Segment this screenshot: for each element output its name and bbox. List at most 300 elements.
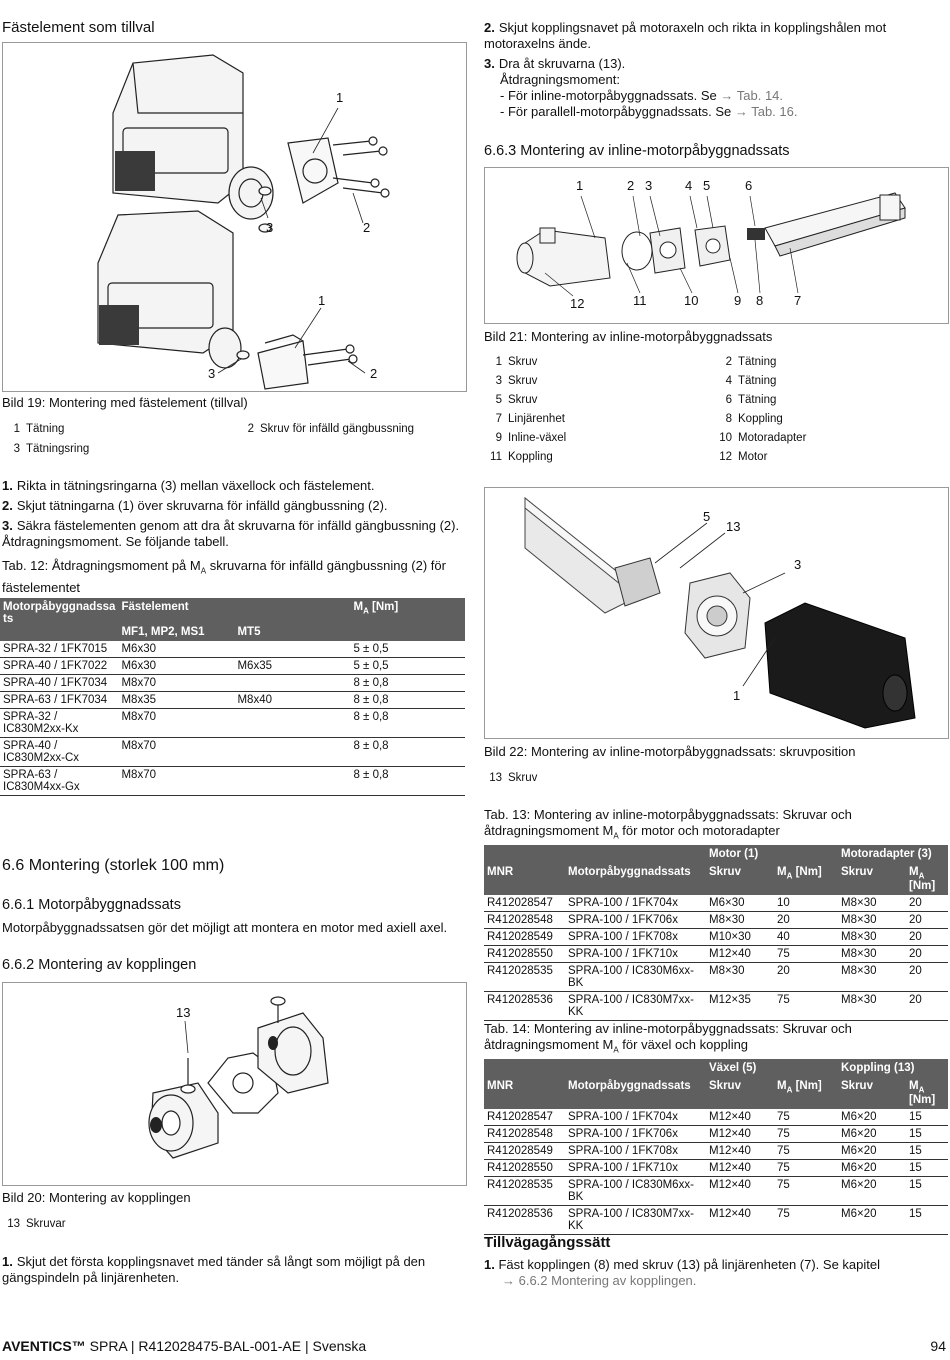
step-number: 1. — [2, 478, 13, 493]
table-cell: R412028547 — [484, 1109, 565, 1126]
table-cell: 8 ± 0,8 — [350, 692, 465, 709]
legend-row — [484, 432, 946, 451]
callout: 10 — [684, 293, 699, 308]
legend-num: 6 — [725, 394, 732, 406]
figure-19-drawing — [3, 43, 466, 391]
section-6-6-2-link[interactable]: → 6.6.2 Montering av kopplingen. — [502, 1273, 697, 1288]
table-cell: SPRA-100 / IC830M7xx-KK — [565, 992, 706, 1021]
table-header-cell — [484, 1059, 706, 1077]
section-heading-6-6-2: 6.6.2 Montering av kopplingen — [2, 957, 197, 973]
legend-text: Skruv — [508, 394, 538, 406]
table-cell: M8×30 — [838, 992, 906, 1021]
step-text: - För parallell-motorpåbyggnadssats. Se — [500, 104, 735, 119]
table-cell: 20 — [906, 912, 948, 929]
table-row — [0, 767, 465, 796]
legend-row — [484, 413, 946, 432]
header-text: M — [353, 601, 364, 613]
table-cell — [234, 709, 350, 738]
table-cell — [234, 767, 350, 796]
step-item — [2, 498, 462, 514]
step-text: Säkra fästelementen genom att dra åt skruvarna för infälld gängbussning (2). Åtdragningsmoment. Se följande tabell. — [2, 518, 460, 549]
header-text: M — [777, 866, 787, 878]
step-item — [2, 518, 462, 550]
table-cell: SPRA-100 / 1FK704x — [565, 1109, 706, 1126]
step-item — [484, 56, 946, 120]
legend-text: Skruv för infälld gängbussning — [260, 423, 415, 435]
tab-16-link[interactable]: → Tab. 16. — [734, 104, 798, 119]
step-number: 2. — [2, 498, 13, 513]
table-row — [484, 946, 948, 963]
legend-item — [484, 772, 537, 784]
table-cell: M6×20 — [838, 1126, 906, 1143]
table-row — [0, 658, 465, 675]
callout: 2 — [370, 366, 378, 381]
callout: 3 — [794, 557, 802, 572]
table-cell: R412028547 — [484, 895, 565, 912]
step-text: Fäst kopplingen (8) med skruv (13) på linjärenheten (7). Se kapitel — [498, 1257, 880, 1272]
table-cell: M6×20 — [838, 1206, 906, 1235]
table-13 — [484, 845, 948, 1021]
steps-list-coupling — [2, 1254, 462, 1290]
table-cell: SPRA-100 / 1FK706x — [565, 912, 706, 929]
callout: 2 — [363, 220, 371, 235]
table-cell: M8×30 — [838, 895, 906, 912]
table-cell: 75 — [774, 946, 838, 963]
table-cell: R412028536 — [484, 992, 565, 1021]
section-heading-optional-fasteners: Fästelement som tillval — [2, 19, 155, 36]
legend-text: Skruv — [508, 772, 538, 784]
table-cell: 20 — [906, 992, 948, 1021]
caption-part: åtdragningsmoment M — [484, 823, 614, 838]
table-cell: SPRA-100 / 1FK704x — [565, 895, 706, 912]
table-cell: R412028550 — [484, 946, 565, 963]
table-row — [0, 641, 465, 658]
table-cell: M10×30 — [706, 929, 774, 946]
table-header-cell: Skruv — [838, 1077, 906, 1109]
header-text: [Nm] — [792, 1080, 822, 1092]
callout: 2 — [627, 178, 635, 193]
table-cell: SPRA-32 / 1FK7015 — [0, 641, 118, 658]
legend-num: 13 — [489, 772, 502, 784]
table-cell: R412028548 — [484, 912, 565, 929]
header-text: M — [777, 1080, 787, 1092]
legend-row — [484, 394, 946, 413]
table-header-cell: Fästelement — [118, 598, 234, 618]
caption-part: Tab. 14: Montering av inline-motorpåbyggnadssats: Skruvar och — [484, 1021, 852, 1036]
legend-num: 3 — [495, 375, 502, 387]
callout: 3 — [645, 178, 653, 193]
step-text: Skjut tätningarna (1) över skruvarna för infälld gängbussning (2). — [16, 498, 388, 513]
legend-text: Koppling — [738, 413, 783, 425]
table-cell — [234, 738, 350, 767]
callout: 6 — [745, 178, 753, 193]
footer-doc-text: SPRA | R412028475-BAL-001-AE | Svenska — [85, 1338, 367, 1354]
table-cell: 75 — [774, 992, 838, 1021]
caption-part: för växel och koppling — [618, 1037, 749, 1052]
table-cell: M6×20 — [838, 1177, 906, 1206]
legend-num: 11 — [490, 451, 502, 463]
callout: 3 — [208, 366, 216, 381]
legend-row — [484, 375, 946, 394]
table-14 — [484, 1059, 948, 1235]
step-text: - För inline-motorpåbyggnadssats. Se — [500, 88, 721, 103]
step-number: 2. — [484, 20, 495, 35]
legend-num: 13 — [7, 1218, 20, 1230]
table-header-group: Motoradapter (3) — [838, 845, 948, 863]
table-cell: 15 — [906, 1109, 948, 1126]
table-cell: 75 — [774, 1177, 838, 1206]
table-cell: SPRA-63 / 1FK7034 — [0, 692, 118, 709]
legend-item — [714, 451, 767, 463]
table-header-cell — [234, 598, 350, 618]
table-header-cell: MNR — [484, 1077, 565, 1109]
footer-doc-info — [2, 1338, 366, 1354]
callout: 5 — [703, 509, 711, 524]
table-cell: 75 — [774, 1126, 838, 1143]
table-header-cell: MF1, MP2, MS1 — [118, 618, 234, 641]
table-header-cell: Skruv — [706, 1077, 774, 1109]
legend-text: Motor — [738, 451, 768, 463]
step-number: 3. — [484, 56, 495, 71]
table-cell: 75 — [774, 1109, 838, 1126]
table-cell: M6×30 — [706, 895, 774, 912]
step-number: 1. — [484, 1257, 495, 1272]
step-number: 3. — [2, 518, 13, 533]
table-row — [484, 1109, 948, 1126]
legend-row — [484, 356, 946, 375]
table-cell: M6x35 — [234, 658, 350, 675]
procedure-heading: Tillvägagångssätt — [484, 1234, 611, 1251]
caption-subscript: A — [613, 831, 619, 841]
table-header-cell — [484, 845, 706, 863]
table-row — [484, 1206, 948, 1235]
legend-item — [714, 394, 776, 406]
table-row — [484, 963, 948, 992]
figure-22-drawing — [485, 488, 948, 738]
table-row — [0, 692, 465, 709]
table-cell: R412028535 — [484, 963, 565, 992]
step-text: Skjut kopplingsnavet på motoraxeln och rikta in kopplingshålen mot motoraxelns ände. — [484, 20, 887, 51]
header-text: [Nm] — [909, 1094, 936, 1107]
table-cell: 5 ± 0,5 — [350, 658, 465, 675]
table-cell: M12×40 — [706, 1143, 774, 1160]
legend-item — [714, 413, 783, 425]
table-cell: 20 — [906, 929, 948, 946]
step-text: Rikta in tätningsringarna (3) mellan växellock och fästelement. — [16, 478, 375, 493]
legend-text: Tätningsring — [26, 443, 90, 455]
legend-text: Tätning — [738, 356, 777, 368]
legend-num: 3 — [13, 443, 20, 455]
table-cell: 75 — [774, 1206, 838, 1235]
table-cell: M12×40 — [706, 1109, 774, 1126]
legend-text: Skruvar — [26, 1218, 66, 1230]
table-cell: M8×30 — [838, 946, 906, 963]
legend-text: Inline-växel — [508, 432, 567, 444]
legend-item — [236, 423, 414, 435]
table-cell: M8x70 — [118, 767, 234, 796]
figure-19-caption: Bild 19: Montering med fästelement (tillval) — [2, 395, 248, 410]
legend-num: 12 — [719, 451, 732, 463]
table-cell: R412028549 — [484, 929, 565, 946]
section-heading-6-6: 6.6 Montering (storlek 100 mm) — [2, 857, 225, 874]
table-header-cell — [350, 618, 465, 641]
step-text: Åtdragningsmoment: — [500, 72, 620, 87]
callout: 1 — [318, 293, 326, 308]
legend-text: Skruv — [508, 375, 538, 387]
table-cell: SPRA-100 / IC830M7xx-KK — [565, 1206, 706, 1235]
legend-num: 10 — [719, 432, 732, 444]
table-cell: M8×30 — [706, 912, 774, 929]
table-cell: R412028535 — [484, 1177, 565, 1206]
table-cell: M12×40 — [706, 1126, 774, 1143]
table-cell: 20 — [774, 963, 838, 992]
table-header-cell: Motorpåbyggnadssats — [565, 863, 706, 895]
table-cell: SPRA-40 / IC830M2xx-Cx — [0, 738, 118, 767]
table-cell: M8x35 — [118, 692, 234, 709]
table-cell: 20 — [774, 912, 838, 929]
table-header-cell — [774, 1077, 838, 1109]
table-cell: M6×20 — [838, 1143, 906, 1160]
step-item — [2, 1254, 462, 1286]
legend-text: Koppling — [508, 451, 553, 463]
table-header-cell: MNR — [484, 863, 565, 895]
table-header-cell: Motorpåbyggnadssa ts — [0, 598, 118, 641]
table-cell: M8×30 — [838, 912, 906, 929]
caption-subscript: A — [200, 566, 207, 576]
legend-item — [2, 1218, 66, 1230]
table-cell: 40 — [774, 929, 838, 946]
legend-text: Tätning — [26, 423, 65, 435]
header-subscript: A — [918, 1085, 925, 1095]
table-cell: SPRA-100 / 1FK708x — [565, 929, 706, 946]
header-text: [Nm] — [909, 880, 936, 893]
legend-text: Tätning — [738, 394, 777, 406]
table-row — [484, 929, 948, 946]
steps-list-fasteners — [2, 478, 462, 554]
callout: 8 — [756, 293, 764, 308]
table-cell: 15 — [906, 1177, 948, 1206]
figure-21-caption: Bild 21: Montering av inline-motorpåbyggnadssats — [484, 329, 773, 344]
table-header-cell: Skruv — [706, 863, 774, 895]
table-header-cell — [774, 863, 838, 895]
table-cell: 20 — [906, 963, 948, 992]
callout: 5 — [703, 178, 711, 193]
table-cell: 5 ± 0,5 — [350, 641, 465, 658]
legend-num: 5 — [495, 394, 502, 406]
table-header-cell: Motorpåbyggnadssats — [565, 1077, 706, 1109]
table-cell: 20 — [906, 895, 948, 912]
tab-14-link[interactable]: → Tab. 14. — [720, 88, 784, 103]
table-cell: 75 — [774, 1160, 838, 1177]
callout: 1 — [336, 90, 344, 105]
table-cell: M12×40 — [706, 1177, 774, 1206]
callout: 4 — [685, 178, 693, 193]
table-row — [0, 738, 465, 767]
table-header-cell — [906, 1077, 948, 1109]
callout: 13 — [726, 519, 741, 534]
step-text: Skjut det första kopplingsnavet med tänder så långt som möjligt på den gängspindeln på linjärenheten. — [2, 1254, 426, 1285]
legend-item — [714, 432, 806, 444]
table-cell: 15 — [906, 1206, 948, 1235]
table-12-caption — [2, 558, 464, 596]
table-cell: M8x40 — [234, 692, 350, 709]
table-cell: 8 ± 0,8 — [350, 675, 465, 692]
legend-row — [484, 451, 946, 470]
table-cell: M6x30 — [118, 641, 234, 658]
legend-item — [714, 375, 776, 387]
table-cell: SPRA-100 / IC830M6xx-BK — [565, 1177, 706, 1206]
callout: 1 — [576, 178, 584, 193]
table-cell: SPRA-100 / IC830M6xx-BK — [565, 963, 706, 992]
table-header-group: Koppling (13) — [838, 1059, 948, 1077]
table-header-cell — [906, 863, 948, 895]
table-cell: R412028536 — [484, 1206, 565, 1235]
callout: 7 — [794, 293, 802, 308]
legend-text: Tätning — [738, 375, 777, 387]
table-row — [0, 709, 465, 738]
table-cell: SPRA-100 / 1FK710x — [565, 1160, 706, 1177]
figure-20-drawing — [3, 983, 466, 1185]
table-12 — [0, 598, 465, 796]
legend-num: 9 — [495, 432, 502, 444]
table-cell: M12×35 — [706, 992, 774, 1021]
table-cell: SPRA-40 / 1FK7034 — [0, 675, 118, 692]
caption-part: åtdragningsmoment M — [484, 1037, 614, 1052]
table-cell: 20 — [906, 946, 948, 963]
figure-20-caption: Bild 20: Montering av kopplingen — [2, 1190, 191, 1205]
figure-19-image — [2, 42, 467, 392]
table-cell: SPRA-63 / IC830M4xx-Gx — [0, 767, 118, 796]
table-14-caption — [484, 1021, 946, 1059]
step-item — [2, 478, 462, 494]
table-cell: R412028549 — [484, 1143, 565, 1160]
step-number: 1. — [2, 1254, 13, 1269]
table-row — [484, 895, 948, 912]
table-cell: M8×30 — [838, 929, 906, 946]
callout: 9 — [734, 293, 742, 308]
table-cell: SPRA-100 / 1FK710x — [565, 946, 706, 963]
step-text: Dra åt skruvarna (13). — [498, 56, 626, 71]
table-cell: 8 ± 0,8 — [350, 738, 465, 767]
table-header-cell: MT5 — [234, 618, 350, 641]
callout: 11 — [633, 293, 647, 308]
table-row — [484, 912, 948, 929]
table-cell: R412028550 — [484, 1160, 565, 1177]
section-6-6-1-text: Motorpåbyggnadssatsen gör det möjligt att montera en motor med axiell axel. — [2, 920, 448, 935]
figure-21-legend — [484, 356, 946, 470]
section-heading-6-6-3: 6.6.3 Montering av inline-motorpåbyggnadssats — [484, 143, 790, 159]
legend-num: 1 — [495, 356, 502, 368]
table-cell: SPRA-32 / IC830M2xx-Kx — [0, 709, 118, 738]
header-text: [Nm] — [792, 866, 822, 878]
table-row — [484, 1126, 948, 1143]
table-cell: M6×20 — [838, 1160, 906, 1177]
table-cell: 10 — [774, 895, 838, 912]
legend-num: 1 — [13, 423, 20, 435]
table-row — [484, 1177, 948, 1206]
table-row — [484, 1160, 948, 1177]
table-header-cell — [350, 598, 465, 618]
table-row — [484, 1143, 948, 1160]
legend-num: 8 — [725, 413, 732, 425]
header-text: [Nm] — [368, 601, 399, 613]
caption-part: Tab. 12: Åtdragningsmoment på M — [2, 558, 201, 573]
legend-item — [2, 443, 89, 455]
table-13-caption — [484, 807, 946, 845]
figure-21-drawing — [485, 168, 948, 323]
table-cell: M6x30 — [118, 658, 234, 675]
table-header-group: Motor (1) — [706, 845, 838, 863]
table-cell: 15 — [906, 1126, 948, 1143]
callout: 3 — [266, 220, 274, 235]
figure-21-image — [484, 167, 949, 324]
table-cell — [234, 641, 350, 658]
legend-num: 2 — [725, 356, 732, 368]
table-cell: 15 — [906, 1143, 948, 1160]
table-cell: R412028548 — [484, 1126, 565, 1143]
table-cell: M6×20 — [838, 1109, 906, 1126]
steps-list-continued — [484, 20, 946, 124]
table-cell: 75 — [774, 1143, 838, 1160]
caption-part: skruvarna för infälld gängbussning (2) för fästelementet — [2, 558, 446, 595]
callout: 12 — [570, 296, 585, 311]
header-subscript: A — [786, 871, 793, 881]
callout: 13 — [176, 1005, 191, 1020]
legend-item — [2, 423, 64, 435]
table-row — [0, 675, 465, 692]
header-subscript: A — [918, 871, 925, 881]
table-cell: M12×40 — [706, 1160, 774, 1177]
table-cell: 15 — [906, 1160, 948, 1177]
footer-page-number: 94 — [930, 1338, 946, 1354]
figure-20-image — [2, 982, 467, 1186]
table-cell: SPRA-100 / 1FK706x — [565, 1126, 706, 1143]
table-cell: M8x70 — [118, 738, 234, 767]
figure-22-image — [484, 487, 949, 739]
table-cell: M8x70 — [118, 709, 234, 738]
step-item — [484, 20, 946, 52]
header-text: M — [909, 866, 919, 878]
table-cell: M12×40 — [706, 1206, 774, 1235]
table-cell: SPRA-40 / 1FK7022 — [0, 658, 118, 675]
table-header-group: Växel (5) — [706, 1059, 838, 1077]
table-cell: M8×30 — [838, 963, 906, 992]
table-cell: 8 ± 0,8 — [350, 767, 465, 796]
table-cell: M8x70 — [118, 675, 234, 692]
header-subscript: A — [363, 606, 369, 616]
table-cell: 8 ± 0,8 — [350, 709, 465, 738]
header-subscript: A — [786, 1085, 793, 1095]
table-cell: M12×40 — [706, 946, 774, 963]
table-12-body — [0, 641, 465, 796]
legend-text: Motoradapter — [738, 432, 807, 444]
figure-22-caption: Bild 22: Montering av inline-motorpåbyggnadssats: skruvposition — [484, 744, 856, 759]
table-cell: M8×30 — [706, 963, 774, 992]
legend-item — [714, 356, 776, 368]
table-row — [484, 992, 948, 1021]
table-cell — [234, 675, 350, 692]
section-heading-6-6-1: 6.6.1 Motorpåbyggnadssats — [2, 897, 181, 913]
callout: 1 — [733, 688, 741, 703]
legend-num: 2 — [247, 423, 254, 435]
footer-brand: AVENTICS™ — [2, 1338, 86, 1354]
legend-num: 7 — [495, 413, 502, 425]
legend-num: 4 — [725, 375, 732, 387]
table-header-cell: Skruv — [838, 863, 906, 895]
table-cell: SPRA-100 / 1FK708x — [565, 1143, 706, 1160]
caption-subscript: A — [613, 1045, 619, 1055]
legend-text: Linjärenhet — [508, 413, 565, 425]
